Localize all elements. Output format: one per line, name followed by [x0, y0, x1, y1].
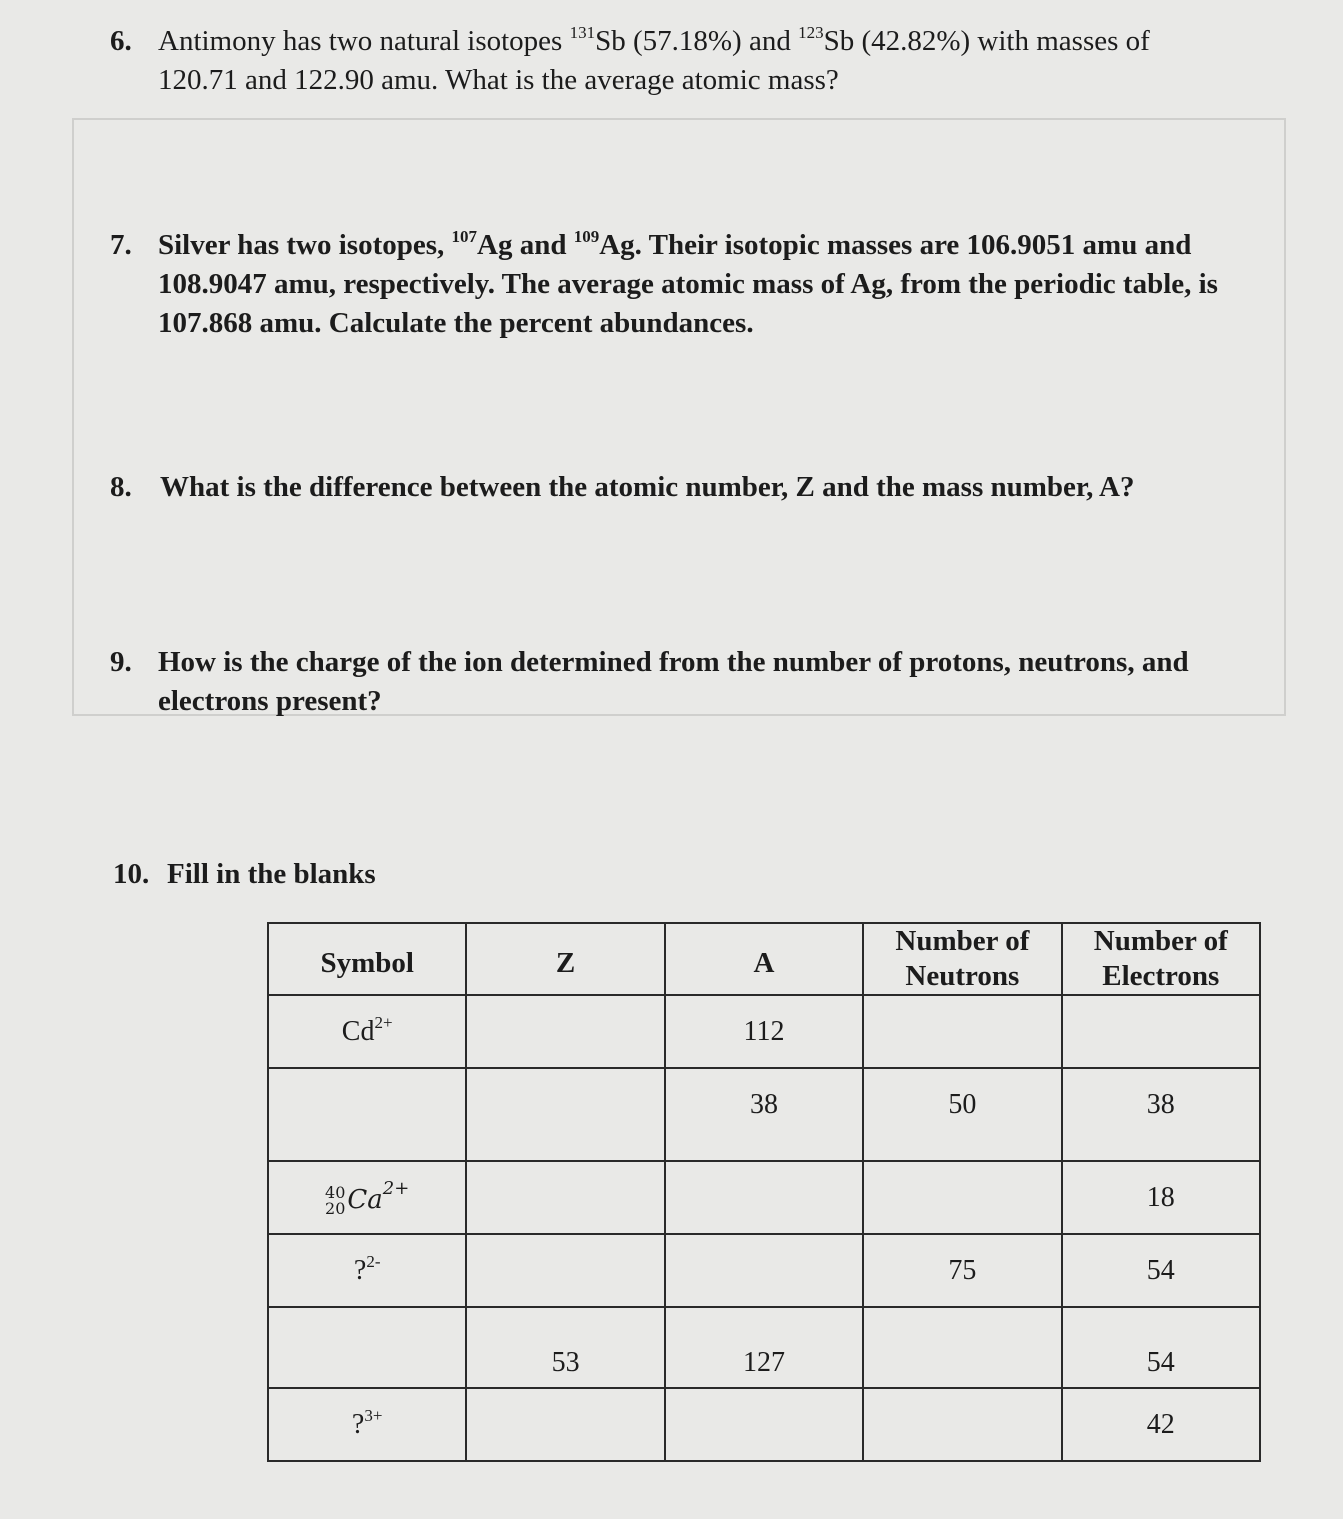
question-number: 8.	[110, 471, 132, 503]
cell-neutrons: 50	[863, 1068, 1061, 1161]
question-text: Silver has two isotopes, $^{107}$Ag and $^{109}$Ag. Their isotopic masses are 106.9051 amu and	[158, 227, 1192, 261]
question-7	[110, 226, 1290, 343]
cell-a: 127	[665, 1307, 863, 1388]
cell-z[interactable]	[466, 1234, 664, 1307]
cell-a: 112	[665, 995, 863, 1068]
question-number: 10.	[113, 858, 150, 890]
header-neutrons: Number of Neutrons	[863, 923, 1061, 995]
cell-neutrons[interactable]	[863, 1161, 1061, 1234]
fill-in-table	[267, 922, 1261, 1462]
question-number: 7.	[110, 229, 132, 261]
cell-neutrons[interactable]	[863, 1307, 1061, 1388]
question-number: 6.	[110, 25, 132, 57]
header-symbol: Symbol	[268, 923, 466, 995]
cell-z[interactable]	[466, 1388, 664, 1461]
question-number: 9.	[110, 646, 132, 678]
table-row	[268, 1234, 1260, 1307]
question-text-line3: 107.868 amu. Calculate the percent abundances.	[158, 307, 754, 339]
cell-symbol: $Cd^{2+}$	[268, 995, 466, 1068]
cell-symbol[interactable]	[268, 1068, 466, 1161]
table-row	[268, 1388, 1260, 1461]
cell-z[interactable]	[466, 1161, 664, 1234]
question-8	[110, 468, 1290, 507]
cell-electrons: 54	[1062, 1234, 1260, 1307]
cell-neutrons: 75	[863, 1234, 1061, 1307]
cell-a: 38	[665, 1068, 863, 1161]
question-text-line2: 108.9047 amu, respectively. The average atomic mass of Ag, from the periodic table, is	[158, 268, 1218, 300]
cell-z[interactable]	[466, 995, 664, 1068]
header-z: Z	[466, 923, 664, 995]
header-electrons: Number of Electrons	[1062, 923, 1260, 995]
question-text: What is the difference between the atomic number, Z and the mass number, A?	[160, 471, 1135, 503]
question-6	[110, 22, 1290, 100]
table-row	[268, 995, 1260, 1068]
question-10	[113, 855, 713, 894]
table-row	[268, 1161, 1260, 1234]
isotope-notation: 40 20 $Ca^{2+}$	[325, 1178, 410, 1218]
table-row	[268, 1068, 1260, 1161]
table-header-row	[268, 923, 1260, 995]
cell-symbol[interactable]	[268, 1307, 466, 1388]
cell-electrons[interactable]	[1062, 995, 1260, 1068]
cell-a[interactable]	[665, 1234, 863, 1307]
cell-neutrons[interactable]	[863, 995, 1061, 1068]
cell-a[interactable]	[665, 1388, 863, 1461]
question-text: How is the charge of the ion determined from the number of protons, neutrons, and	[158, 646, 1189, 678]
question-text-line2: 120.71 and 122.90 amu. What is the average atomic mass?	[158, 64, 839, 96]
cell-electrons: 54	[1062, 1307, 1260, 1388]
cell-electrons: 18	[1062, 1161, 1260, 1234]
cell-electrons: 42	[1062, 1388, 1260, 1461]
table-row	[268, 1307, 1260, 1388]
show-through-box	[72, 118, 1286, 716]
header-a: A	[665, 923, 863, 995]
cell-symbol[interactable]: ?$^{3+}$	[268, 1388, 466, 1461]
question-text-line2: electrons present?	[158, 685, 382, 717]
cell-a[interactable]	[665, 1161, 863, 1234]
cell-electrons: 38	[1062, 1068, 1260, 1161]
question-text: Antimony has two natural isotopes $^{131}$Sb (57.18%) and $^{123}$Sb (42.82%) with masses of	[158, 23, 1150, 57]
question-9	[110, 643, 1290, 721]
question-text: Fill in the blanks	[167, 858, 376, 890]
cell-symbol	[268, 1161, 466, 1234]
cell-symbol[interactable]: ?$^{2-}$	[268, 1234, 466, 1307]
cell-z: 53	[466, 1307, 664, 1388]
cell-neutrons[interactable]	[863, 1388, 1061, 1461]
cell-z[interactable]	[466, 1068, 664, 1161]
